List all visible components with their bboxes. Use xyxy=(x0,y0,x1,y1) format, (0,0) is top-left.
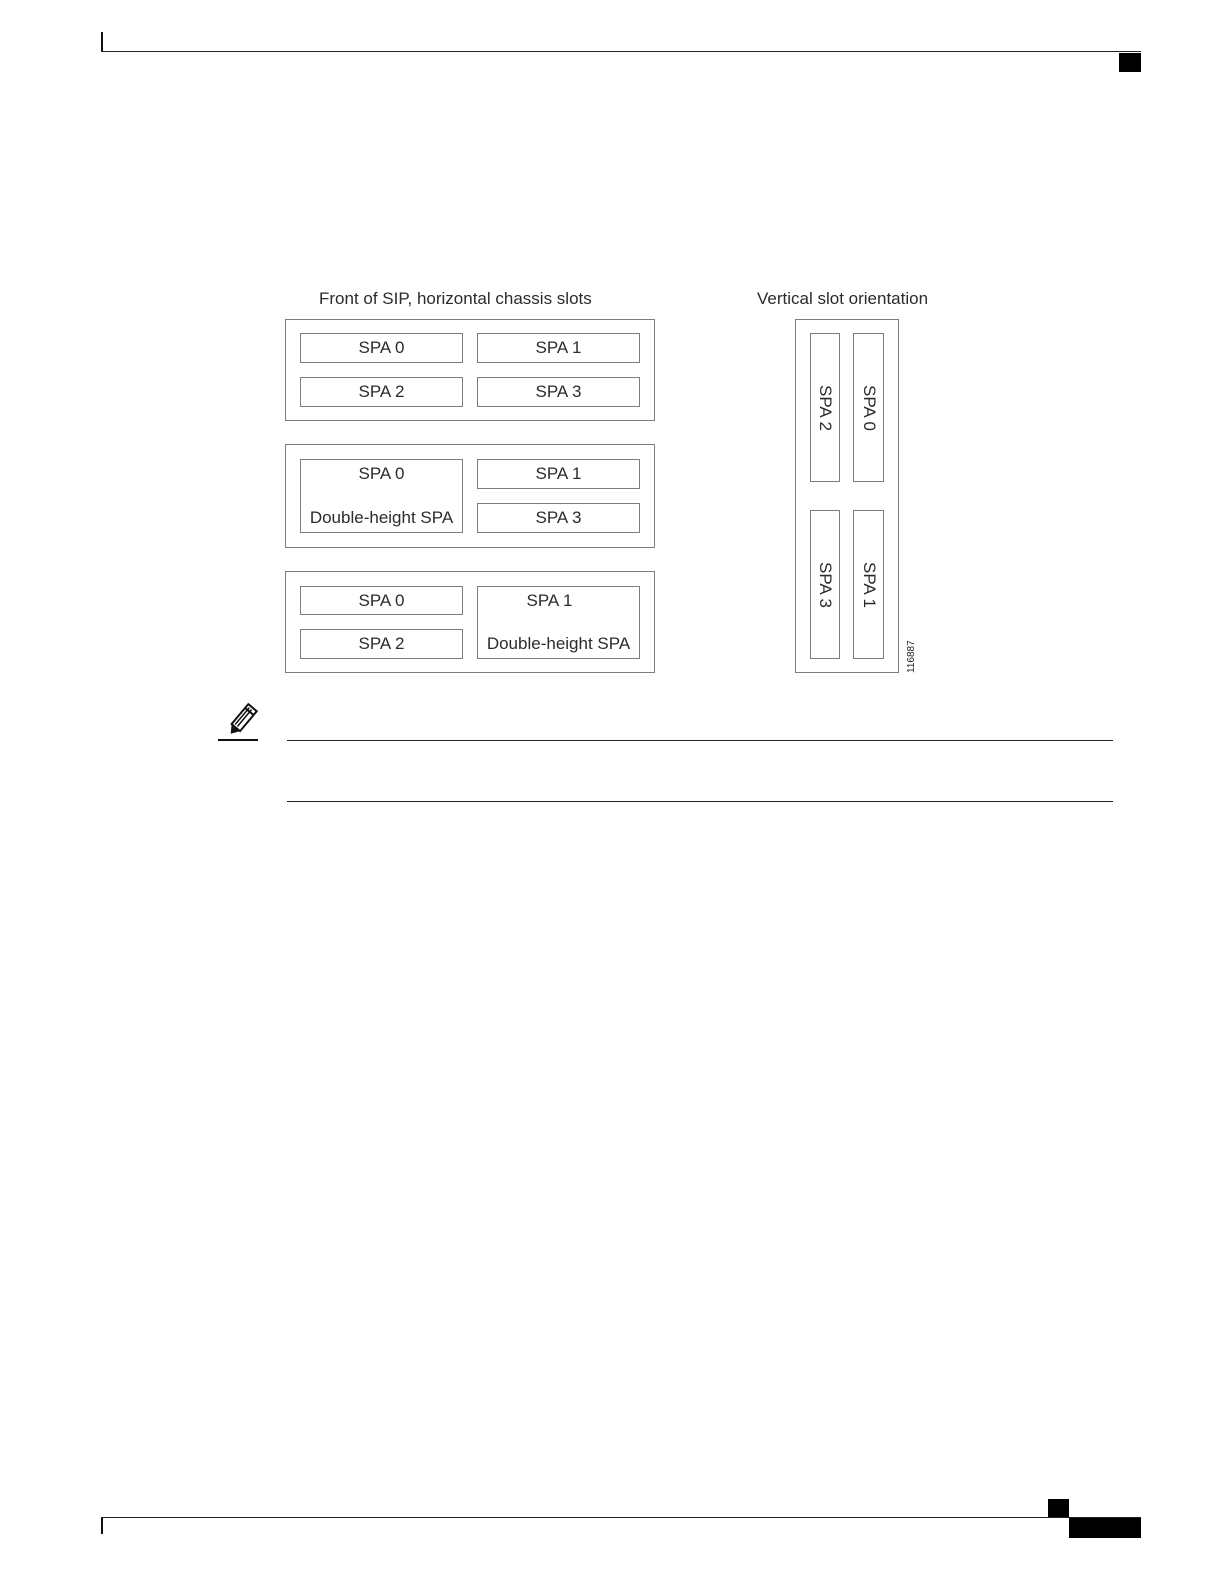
footer-corner-block-small xyxy=(1048,1499,1069,1517)
slot-spa-1-double-height xyxy=(477,586,640,659)
slot-spa-1: SPA 1 xyxy=(477,459,640,489)
vertical-slots-title: Vertical slot orientation xyxy=(757,289,929,308)
figure-number: 116887 xyxy=(906,640,917,673)
note-top-rule xyxy=(287,740,1113,741)
slot-spa-0: SPA 0 xyxy=(300,586,463,615)
vertical-slot-spa-3 xyxy=(810,510,840,659)
slot-spa-0: SPA 0 xyxy=(300,333,463,363)
header-crop-mark xyxy=(101,32,103,51)
slot-sublabel: Double-height SPA xyxy=(486,634,631,653)
slot-spa-3: SPA 3 xyxy=(477,503,640,533)
slot-label: SPA 0 xyxy=(358,464,405,483)
header-rule xyxy=(101,51,1141,52)
footer-crop-mark xyxy=(101,1517,103,1534)
slot-label: SPA 1 xyxy=(526,591,573,610)
slot-sublabel: Double-height SPA xyxy=(309,508,454,527)
slot-spa-2: SPA 2 xyxy=(300,629,463,659)
vertical-slot-spa-2 xyxy=(810,333,840,482)
horizontal-slots-title: Front of SIP, horizontal chassis slots xyxy=(319,289,592,308)
footer-rule xyxy=(101,1517,1141,1518)
pencil-icon xyxy=(222,702,262,740)
note-bottom-rule xyxy=(287,801,1113,802)
footer-page-tab xyxy=(1069,1518,1141,1538)
header-corner-block xyxy=(1119,53,1141,72)
vertical-slot-spa-1 xyxy=(853,510,884,659)
vertical-slot-label: SPA 2 xyxy=(816,384,835,431)
slot-spa-0-double-height xyxy=(300,459,463,533)
vertical-slot-label: SPA 3 xyxy=(816,561,835,608)
vertical-slot-label: SPA 0 xyxy=(859,384,879,431)
note-icon-underline xyxy=(218,739,258,741)
vertical-slot-spa-0 xyxy=(853,333,884,482)
slot-spa-1: SPA 1 xyxy=(477,333,640,363)
vertical-slot-label: SPA 1 xyxy=(859,561,879,608)
slot-spa-2: SPA 2 xyxy=(300,377,463,407)
slot-spa-3: SPA 3 xyxy=(477,377,640,407)
